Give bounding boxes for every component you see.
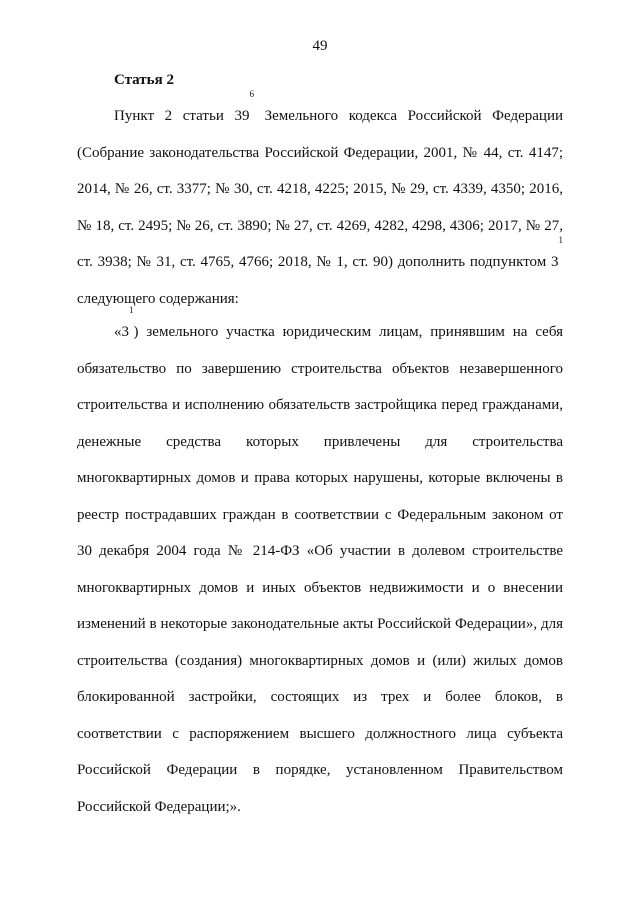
paragraph-text: следующего содержания: — [77, 290, 239, 307]
article-heading: Статья 2 — [114, 72, 174, 88]
paragraph-subclause-text — [77, 305, 563, 825]
superscript-index: 6 — [249, 89, 254, 99]
page-number: 49 — [312, 38, 328, 54]
paragraph-amendment-intro — [77, 89, 564, 317]
superscript-index: 1 — [558, 235, 563, 245]
paragraph-text: Пункт 2 статьи 39 — [114, 108, 250, 124]
paragraph-text: «3 — [114, 324, 129, 340]
paragraph-text: ) земельного участка юридическим лицам, принявшим на себя обязательство по завершению строительства объектов незавершенного строительства и исполнению обязательств застройщика перед гражданами, денежные средства которых привлечены для строительства многоквартирных домов и права которых нарушены, которые включены в реестр пострадавших граждан в соответствии с Федеральным законом от 30 декабря 2004 года № 214-ФЗ «Об участии в долевом строительстве многоквартирных домов и иных объектов недвижимости и о внесении изменений в некоторые законодательные акты Российской Федерации», для строительства (создания) многоквартирных домов и (или) жилых домов блокированной застройки, состоящих из трех и более блоков, в соответствии с распоряжением высшего должностного лица субъекта Российской Федерации в порядке, установленном Правительством Российской Федерации;». — [77, 324, 563, 815]
paragraph-text: Земельного кодекса Российской Федерации (Собрание законодательства Российской Федерации, 2001, № 44, ст. 4147; 2014, № 26, ст. 3377; № 30, ст. 4218, 4225; 2015, № 29, ст. 4339, 4350; 2016, № 18, ст. 2495; № 26, ст. 3890; № 27, ст. 4269, 4282, 4298, 4306; 2017, № 27, ст. 3938; № 31, ст. 4765, 4766; 2018, № 1, ст. 90) дополнить подпунктом 3 — [77, 108, 564, 270]
superscript-index: 1 — [129, 305, 134, 315]
